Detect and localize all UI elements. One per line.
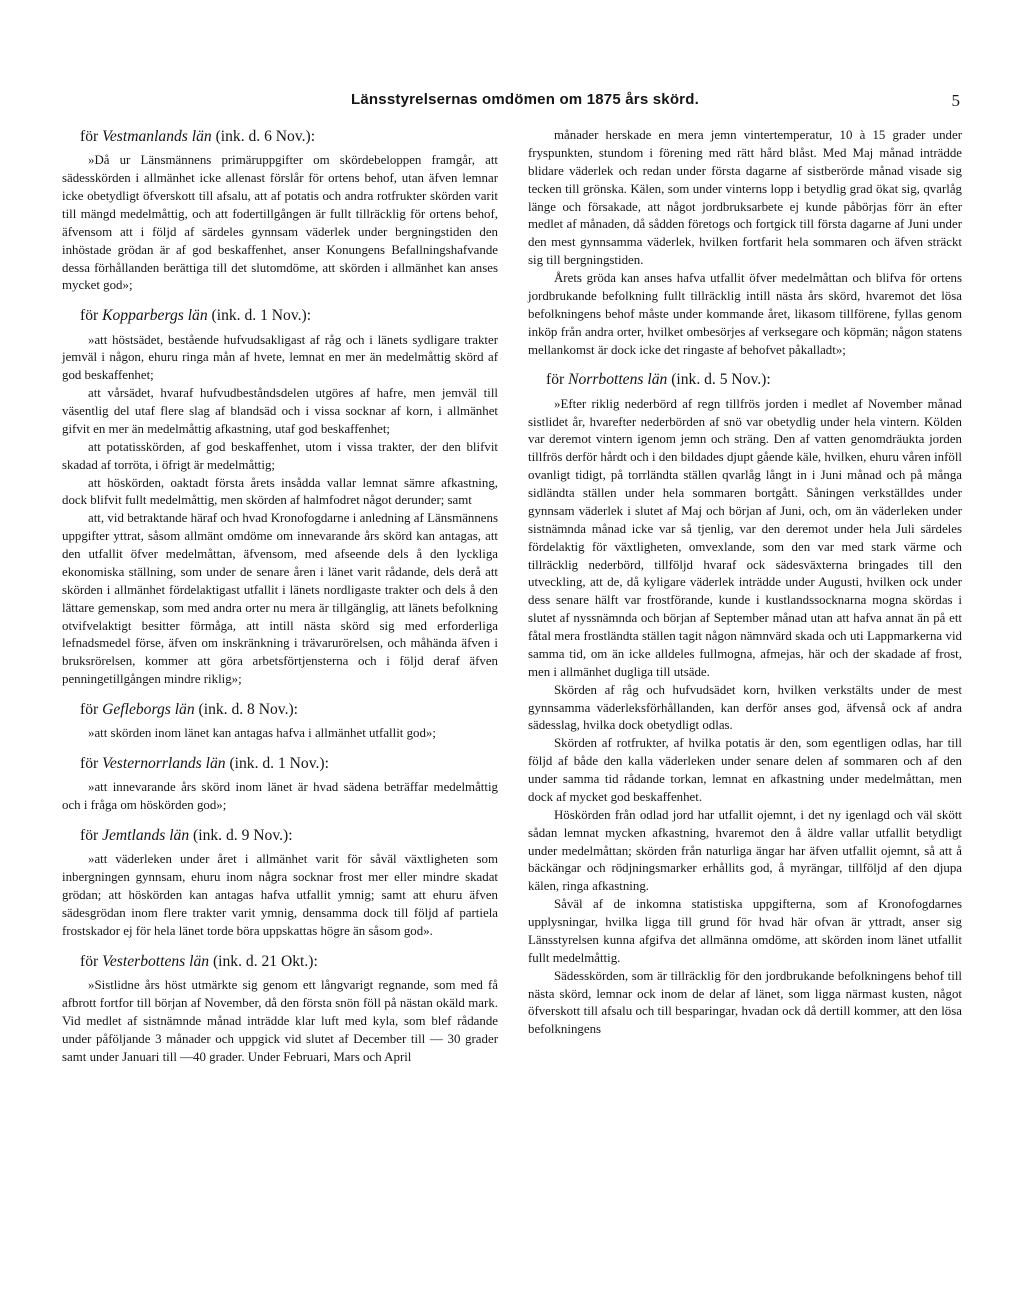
heading-prefix: för <box>80 701 103 719</box>
body-paragraph: Såväl af de inkomna statistiska uppgifterna, som af Kronofogdarnes upplysningar, hvilka ligga till grund för hvad här ofvan är yttradt, anser sig Länsstyrelsen kunna afgifva det allmänna omdöme, att skörden inom länet utfallit fullt medelmåttig. <box>528 897 962 965</box>
body-paragraph: »Efter riklig nederbörd af regn tillfrös jorden i medlet af November månad sistlidet år, hvarefter nederbörden af snö var obetydlig under hela vintern. Kölden var deremot vintern igenom jemn och sträng. Den af vatten genomdräukta jorden tillfrös derför hårdt och i den bildades djupt gående käle, hvilken, ehuru våren inföll ovanligt tidigt, på torrländta ställen qvarlåg långt in i Juni månad och på många sidländta ställen under hela sommaren bortgått. Såningen verkställdes under gynnsam väderlek i slutet af Maj och början af Juni, och, om än väderleken under sistnämnda månad icke var så tjenlig, var den deremot under hela Juli särdeles fördelaktig för växtligheten, omvexlande, som den var med stark värme och tillräcklig nederbörd, tillföljd hvaraf ock sädesväxterna bringades till den utveckling, att de, då kyligare väderlek inträdde under Augusti, hvilken ock under dess senare hälft var frostförande, kunde i kustlandssocknarna mogna skördas i slutet af nyssnämnda och början af September månad utan att hafva annat än på ett fåtal mera frostländta ställen tagit någon nämnvärd skada och uti Lappmarkerna vid samma tid, om än icke alldeles fullmogna, afmejas, här och der skadade af frost, men i allmänhet dugliga till utsäde. <box>528 396 962 679</box>
county-name: Kopparbergs län <box>102 307 208 325</box>
county-name: Vesternorrlands län <box>102 755 226 773</box>
body-paragraph: Årets gröda kan anses hafva utfallit öfver medelmåttan och blifva för ortens jordbrukande befolkning fullt tillräcklig intill nästa års skörd, hvaremot det lösa befolkningens behof måste under kommande året, likasom tillförene, fyllas genom inköp från andra orter, hvilket ombesörjes af verksegare och köpmän; någon statens mellankomst är dock icke det ringaste af behofvet påkalladt»; <box>528 271 962 357</box>
heading-date: (ink. d. 1 Nov.): <box>207 307 312 325</box>
heading-date: (ink. d. 21 Okt.): <box>209 952 318 970</box>
heading-prefix: för <box>546 371 569 389</box>
body-paragraph: månader herskade en mera jemn vintertemperatur, 10 à 15 grader under fryspunkten, stundom i förening med rätt hård blåst. Med Maj månad inträdde blidare väderlek och redan under första dagarne af sistberörde månad visade sig tecken till grönska. Kälen, som under vinterns lopp i betydlig grad ökat sig, qvarlåg länge och försakade, att något jordbruksarbete ej kunde påbörjas förr än efter medlet af månaden, då sådden företogs och fortgick till första dagarne af Juni under den mest gynnsamma väderlek, hvilken fortfarit hela sommaren och äfven sträckt sig till bergningstiden. <box>528 128 962 268</box>
county-heading <box>80 700 498 720</box>
county-heading <box>80 306 498 326</box>
heading-date: (ink. d. 8 Nov.): <box>194 701 299 719</box>
body-paragraph: att höskörden, oaktadt första årets insådda vallar lemnat sämre afkastning, dock blifvit fullt medelmåttig, men skörden af halmfodret något derunder; samt <box>62 475 498 508</box>
heading-prefix: för <box>80 128 103 145</box>
county-heading <box>80 826 498 846</box>
body-paragraph: att, vid betraktande häraf och hvad Kronofogdarne i anledning af Länsmännens uppgifter yttrat, såsom allmänt omdöme om innevarande års skörd kan antagas, att den utfallit öfver medelmåttan, äfvensom, med afseende dels å den lyckliga ekonomiska ställning, som under de senare åren i länet varit rådande, dels derå att skörden i allmänhet fördelaktigast utfallit i länets nordligaste trakter och dels å den lättare gemenskap, som med andra orter nu mera är tillgänglig, att länets befolkning otvifvelaktigt besitter förmåga, att intill nästa skörd sig med erforderliga lefnadsmedel förse, äfven om inskränkning i trävarurörelsen, och måhända äfven i bruksrörelsen, kommer att göra arbetsförtjensterna och i följd deraf äfven penningetillgången mindre riklig»; <box>62 511 498 687</box>
heading-date: (ink. d. 9 Nov.): <box>189 827 293 845</box>
heading-date: (ink. d. 6 Nov.): <box>211 128 316 145</box>
county-heading <box>546 370 962 390</box>
body-paragraph: »att höstsädet, bestående hufvudsakligast af råg och i länets sydligare trakter jemväl i någon, ehuru ringa mån af hvete, lemnat en mer än medelmåttig skörd af god beskaffenhet; <box>62 332 498 383</box>
page-header <box>100 91 960 115</box>
heading-prefix: för <box>80 307 103 325</box>
heading-date: (ink. d. 1 Nov.): <box>225 755 329 773</box>
county-heading <box>80 127 498 147</box>
page-number: 5 <box>951 91 960 110</box>
left-column <box>62 127 498 1066</box>
body-paragraph: att potatisskörden, af god beskaffenhet, utom i vissa trakter, der den blifvit skadad af torröta, i öfrigt är medelmåttig; <box>62 439 498 472</box>
heading-prefix: för <box>80 952 103 970</box>
body-paragraph: »Sistlidne års höst utmärkte sig genom ett långvarigt regnande, som med få afbrott fortfor till början af November, då den första snön föll på nästan okäld mark. Vid medlet af sistnämnde månad inträdde klar luft med kyla, som blef rådande under påföljande 3 månader och uppgick vid slutet af December till — 30 grader samt under Januari till —40 grader. Under Februari, Mars och April <box>62 978 498 1064</box>
county-name: Norrbottens län <box>568 371 668 389</box>
county-name: Gefleborgs län <box>102 701 195 719</box>
body-paragraph: »att skörden inom länet kan antagas hafva i allmänhet utfallit god»; <box>88 726 436 741</box>
county-name: Jemtlands län <box>102 827 190 845</box>
heading-prefix: för <box>80 827 103 845</box>
body-paragraph: Skörden af rotfrukter, af hvilka potatis är den, som egentligen odlas, har till följd af både den kalla väderleken under senare delen af sommaren och af den under samma tid rådande torkan, lemnat en afkastning under medelmåttan, men dock af mycket god beskaffenhet. <box>528 736 962 804</box>
county-heading <box>80 754 498 774</box>
body-paragraph: »att väderleken under året i allmänhet varit för såväl växtligheten som inbergningen gynnsam, ehuru inom några socknar frost mer eller mindre skadat grödan; att höskörden kan antagas hafva utfallit ymnig; samt att ehuru äfven sädesgrödan inom flere trakter varit ymnig, densamma dock till följd af partiela frostskador ej för hela länet torde böra uppskattas högre än såsom god». <box>62 852 498 938</box>
running-head: Länsstyrelsernas omdömen om 1875 års skörd. <box>351 91 699 108</box>
right-column <box>528 127 962 1039</box>
body-paragraph: »Då ur Länsmännens primäruppgifter om skördebeloppen framgår, att sädesskörden i allmänhet icke allenast förslår för ortens behof, utan äfven lemnar icke obetydligt öfverskott till afsalu, att af potatis och andra rotfrukter skörden varit till mängd medelmåttig, och att fodertillgången är fullt tillräcklig för ortens behof, äfvensom att i följd af särdeles gynnsam väderlek under bergningstiden den inhöstade grödan är af god beskaffenhet, anser Konungens Befallningshafvande dessa förhållanden berättiga till det slutomdöme, att skörden i allmänhet kan anses mycket god»; <box>62 153 498 293</box>
county-name: Vesterbottens län <box>102 952 210 970</box>
body-paragraph: att vårsädet, hvaraf hufvudbeståndsdelen utgöres af hafre, men jemväl till väsentlig del utaf flere slag af blandsäd och i vissa socknar af korn, i allmänhet gifvit en mer än medelmåttig afkastning, utaf god beskaffenhet; <box>62 386 498 436</box>
heading-date: (ink. d. 5 Nov.): <box>667 371 771 389</box>
county-heading <box>80 952 498 972</box>
heading-prefix: för <box>80 755 103 773</box>
body-paragraph: »att innevarande års skörd inom länet är hvad sädena beträffar medelmåttig och i fråga om höskörden god»; <box>62 780 498 813</box>
body-paragraph: Höskörden från odlad jord har utfallit ojemnt, i det ny igenlagd och väl skött sådan lemnat mycken afkastning, hvaremot den å äldre vallar utfallit betydligt under medelmåttan; skörden från naturliga ängar har äfven utfallit ojemnt, så att å bäckängar och rödjningsmarker erhållits god, å myrängar, tillföljd af den djupa kälen, ringa afkastning. <box>528 807 962 894</box>
county-name: Vestmanlands län <box>102 128 212 145</box>
body-paragraph: Sädesskörden, som är tillräcklig för den jordbrukande befolkningens behof till nästa skörd, lemnar ock inom de delar af länet, som ligga närmast kusten, något öfverskott till afsalu och till besparingar, hvadan ock då dertill kommer, att den lösa befolkningens <box>528 968 962 1037</box>
body-paragraph: Skörden af råg och hufvudsädet korn, hvilken verkstälts under de mest gynnsamma väderleksförhållanden, kan derför anses god, äfvenså ock af andra sädesslag, hvilka dock obetydligt odlas. <box>528 682 962 733</box>
